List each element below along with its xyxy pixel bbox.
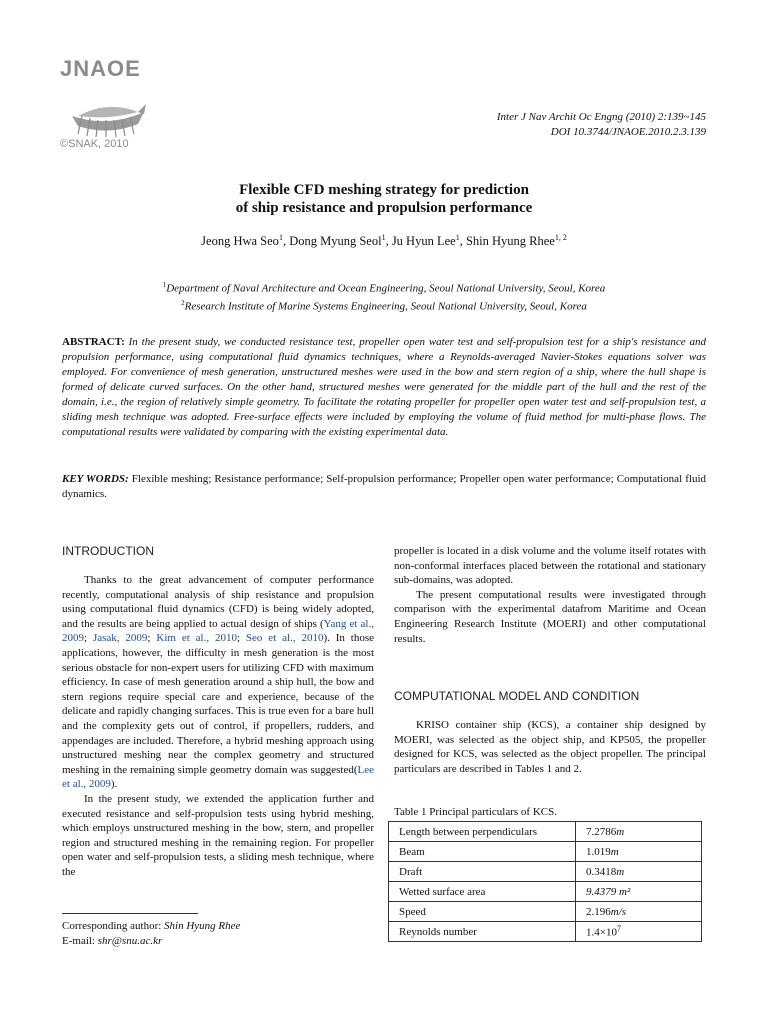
table-cell-label: Beam — [389, 842, 576, 862]
paper-title-line1: Flexible CFD meshing strategy for prediction — [239, 182, 529, 198]
author-sup: 1 — [455, 233, 460, 242]
footnote-rule — [62, 913, 198, 914]
affil-sup: 1 — [162, 281, 167, 289]
table-row — [389, 922, 702, 942]
right-column — [394, 544, 706, 646]
text-run: ). In those applications, however, the difficulty in mesh generation is the most serious obstacle for non-expert users for utilizing CFD with maximum efficiency. In case of mesh generation around a ship hull, the bow and stern regions require special care and experience, because of the delicate and rapidly changing surfaces. This is true even for a bare hull and the complexity gets out of control, if propellers, rudders, and appendages are included. Therefore, a hybrid meshing approach using unstructured meshing near the complex geometry and structured meshing in the remaining simple geometry domain was suggested( — [62, 632, 375, 776]
value-unit: m² — [619, 885, 631, 898]
author-sup: 1 — [381, 233, 386, 242]
author-name: Jeong Hwa Seo — [201, 234, 279, 249]
value-number: 1.4×10 — [586, 926, 617, 939]
table-cell-label: Reynolds number — [389, 922, 576, 942]
journal-logo-text: JNAOE — [60, 56, 141, 81]
value-number: 0.3418 — [586, 865, 617, 878]
paper-title-line2: of ship resistance and propulsion performance — [235, 200, 533, 216]
citation-link[interactable]: Kim et al., 2010 — [156, 632, 237, 645]
affiliation-line: Research Institute of Marine Systems Engineering, Seoul National University, Seoul, Korea — [184, 300, 587, 313]
paper-title — [0, 181, 768, 217]
abstract-text: In the present study, we conducted resistance test, propeller open water test and self-propulsion test for a ship's resistance and propulsion performance, using computational fluid dynamics techniques, where a Reynolds-averaged Navier-Stokes equations solver was employed. For convenience of mesh generation, unstructured meshes were used in the bow and stern region of a ship, where the hull shape is formed of delicate curved surfaces. On the other hand, structured meshes were generated for the middle part of the hull and the rest of the domain, i.e., the region of relatively simple geometry. To facilitate the rotating propeller for propeller open water test and self-propulsion test, a sliding mesh technique was adopted. Free-surface effects were included by employing the volume of fluid method for multi-phase flows. The computational results were validated by comparing with the existing experimental data. — [62, 336, 706, 438]
citation-link[interactable]: Lee et al., 2009 — [62, 763, 374, 791]
citation-journal: Inter J Nav Archit Oc Engng (2010) 2:139~145 — [496, 111, 706, 123]
affiliation-line: Department of Naval Architecture and Ocean Engineering, Seoul National University, Seoul, Korea — [166, 282, 606, 295]
email-link[interactable]: shr@snu.ac.kr — [97, 935, 163, 947]
abstract — [62, 335, 706, 440]
value-exponent: 7 — [616, 924, 621, 934]
table-cell-value — [576, 842, 702, 862]
table-cell-value — [576, 922, 702, 942]
text-run: Thanks to the great advancement of computer performance recently, computational analysis of ship resistance and propulsion using computational fluid dynamics (CFD) is being widely adopted, and the results are being applied to actual design of ships ( — [62, 574, 374, 630]
value-number: 1.019 — [586, 845, 611, 858]
value-unit: m — [616, 865, 625, 878]
paragraph: propeller is located in a disk volume and the volume itself rotates with non-conformal interfaces placed between the rotational and stationary sub-domains, was adopted. — [394, 545, 706, 587]
section-heading-computational-model: COMPUTATIONAL MODEL AND CONDITION — [394, 689, 640, 703]
section-heading-introduction: INTRODUCTION — [62, 544, 154, 558]
value-unit: m — [616, 825, 625, 838]
table-row — [389, 902, 702, 922]
text-run: ; — [147, 632, 157, 645]
keywords-label: KEY WORDS: — [62, 473, 129, 485]
paragraph: KRISO container ship (KCS), a container ship designed by MOERI, was selected as the object ship, and KP505, the propeller designed for KCS, was selected as the object propeller. The principal particulars are described in Tables 1 and 2. — [394, 719, 706, 775]
author-name: Dong Myung Seol — [289, 234, 382, 249]
affil-sup: 2 — [181, 298, 185, 307]
author-sup: 1 — [278, 233, 283, 242]
citation-link[interactable]: Jasak, 2009 — [92, 632, 148, 645]
email-label: E-mail: — [62, 935, 98, 947]
keywords — [62, 472, 706, 502]
value-number: 9.4379 — [586, 885, 619, 898]
table-cell-label: Length between perpendiculars — [389, 822, 576, 842]
paragraph — [62, 573, 374, 792]
author-name: Ju Hyun Lee — [391, 234, 456, 249]
text-run: ; — [84, 632, 93, 645]
paragraph: The present computational results were investigated through comparison with the experimental datafrom Maritime and Ocean Engineering Research Institute (MOERI) and other computational results. — [394, 588, 706, 645]
table-row — [389, 842, 702, 862]
table-cell-value — [576, 902, 702, 922]
author-name: Shin Hyung Rhee — [465, 234, 555, 249]
table-cell-value — [576, 862, 702, 882]
corr-author-name: Shin Hyung Rhee — [164, 920, 241, 932]
author-list: Jeong Hwa Seo$^1$, Dong Myung Seol$^1$, Ju Hyun Lee$^1$, Shin Hyung Rhee$^{1, 2}$ — [201, 233, 567, 249]
corresponding-author-footnote — [62, 919, 240, 949]
right-column-section2 — [394, 718, 706, 776]
abstract-label: ABSTRACT: — [62, 336, 125, 348]
table-caption: Table 1 Principal particulars of KCS. — [394, 806, 557, 818]
citation-link[interactable]: Yang et al., 2009 — [62, 617, 374, 645]
corr-label: Corresponding author: — [62, 920, 165, 932]
table-row — [389, 822, 702, 842]
citation-link[interactable]: Seo et al., 2010 — [245, 632, 324, 645]
text-run: ). — [110, 778, 118, 791]
citation-doi: DOI 10.3744/JNAOE.2010.2.3.139 — [550, 126, 706, 138]
affiliations — [0, 278, 768, 313]
value-number: 7.2786 — [586, 825, 617, 838]
turtle-ship-logo-icon — [68, 82, 148, 138]
value-unit: m/s — [610, 905, 627, 918]
journal-copyright: ©SNAK, 2010 — [60, 138, 129, 150]
table-cell-label: Wetted surface area — [389, 882, 576, 902]
table-cell-value — [576, 822, 702, 842]
keywords-text: Flexible meshing; Resistance performance; Self-propulsion performance; Propeller open water performance; Computational fluid dynamics. — [62, 473, 707, 500]
left-column — [62, 573, 374, 879]
paragraph: In the present study, we extended the application further and executed resistance and self-propulsion tests using hybrid meshing, which employs unstructured meshing in the bow, stern, and propeller region and structured meshing in the remaining region. For propeller open water and self-propulsion tests, a sliding mesh technique, where the — [62, 792, 374, 878]
text-run: ; — [236, 632, 246, 645]
principal-particulars-table — [388, 821, 702, 942]
value-number: 2.196 — [586, 905, 611, 918]
value-unit: m — [610, 845, 619, 858]
citation-block — [497, 110, 706, 140]
table-row — [389, 882, 702, 902]
table-cell-label: Draft — [389, 862, 576, 882]
table-cell-label: Speed — [389, 902, 576, 922]
table-cell-value — [576, 882, 702, 902]
author-sup: 1, 2 — [554, 233, 567, 242]
table-row — [389, 862, 702, 882]
